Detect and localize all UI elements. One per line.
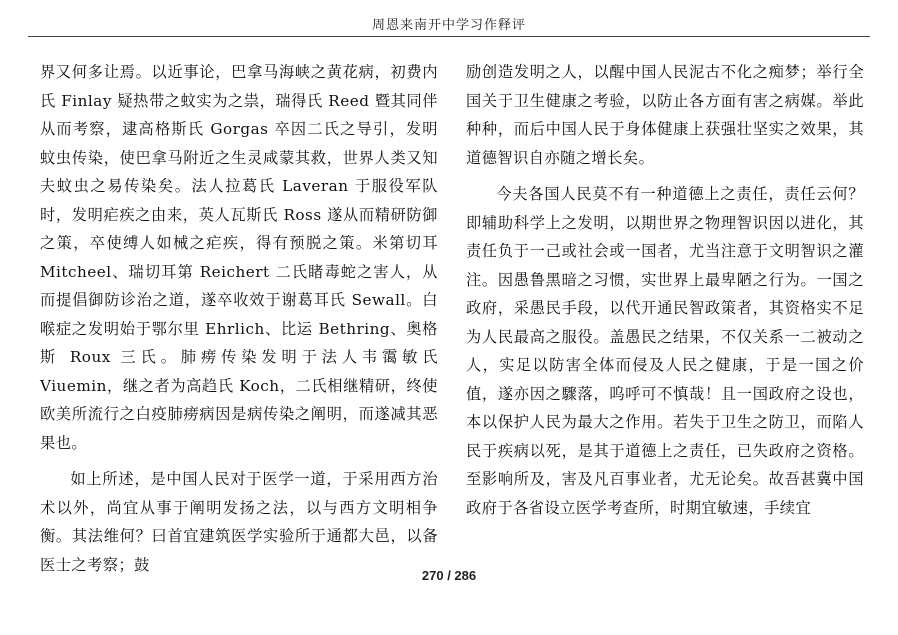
right-paragraph-1: 励创造发明之人，以醒中国人民泥古不化之痴梦；举行全国关于卫生健康之考验，以防止各方面有害之病媒。举此种种，而后中国人民于身体健康上获强壮坚实之效果，其道德智识自亦随之增长矣。 — [466, 63, 864, 167]
right-paragraph-2: 今夫各国人民莫不有一种道德上之责任，责任云何？即辅助科学上之发明，以期世界之物理智识因以进化，其责任负于一己或社会或一国者，尤当注意于文明智识之灌注。因愚鲁黑暗之习惯，实世界上最卑陋之行为。一国之政府，采愚民手段，以代开通民智政策者，其资格实不足为人民最高之服役。盖愚民之结果，不仅关系一二被动之人，实足以防害全体而侵及人民之健康，于是一国之价值，遂亦因之驟落，呜呼可不慎哉！且一国政府之设也，本以保护人民为最大之作用。若失于卫生之防卫，而陷人民于疾病以死，是其于道德上之责任，已失政府之资格。至影响所及，害及凡百事业者，尤无论矣。故吾甚冀中国政府于各省设立医学考查所，时期宜敏速，手续宜 — [466, 185, 864, 517]
left-paragraph-1: 界又何多让焉。以近事论，巴拿马海峡之黄花病，初费内氏 Finlay 疑热带之蚊实为之祟，瑞得氏 Reed 暨其同伴从而考察，逮高格斯氏 Gorgas 卒因二氏之导引，发明蚊虫传染，使巴拿马附近之生灵咸蒙其救，世界人类又知夫蚊虫之易传染矣。法人拉葛氏 Laveran 于服役军队时，发明疟疾之由来，英人瓦斯氏 Ross 遂从而精研防御之策，卒使缚人如械之疟疾，得有预脱之策。米第切耳 Mitcheel、瑞切耳第 Reichert 二氏睹毒蛇之害人，从而提倡御防诊治之道，遂卒收效于谢葛耳氏 Sewall。白喉症之发明始于鄂尔里 Ehrlich、比运 Bethring、奥格斯 Roux 三氏。肺痨传染发明于法人韦霭敏氏 Viuemin，继之者为高趋氏 Koch，二氏相继精研，终使欧美所流行之白疫肺痨病因是病传染之阐明，而遂减其恶果也。 — [40, 63, 438, 452]
left-text-column — [40, 58, 438, 579]
page-number: 270 / 286 — [421, 568, 477, 583]
right-text-column — [466, 58, 864, 522]
header-divider — [28, 36, 870, 37]
left-paragraph-2: 如上所述，是中国人民对于医学一道，于采用西方治术以外，尚宜从事于阐明发扬之法，以与西方文明相争衡。其法维何？曰首宜建筑医学实验所于通都大邑，以备医士之考察；鼓 — [40, 470, 438, 574]
running-header: 周恩来南开中学习作释评 — [371, 18, 526, 33]
